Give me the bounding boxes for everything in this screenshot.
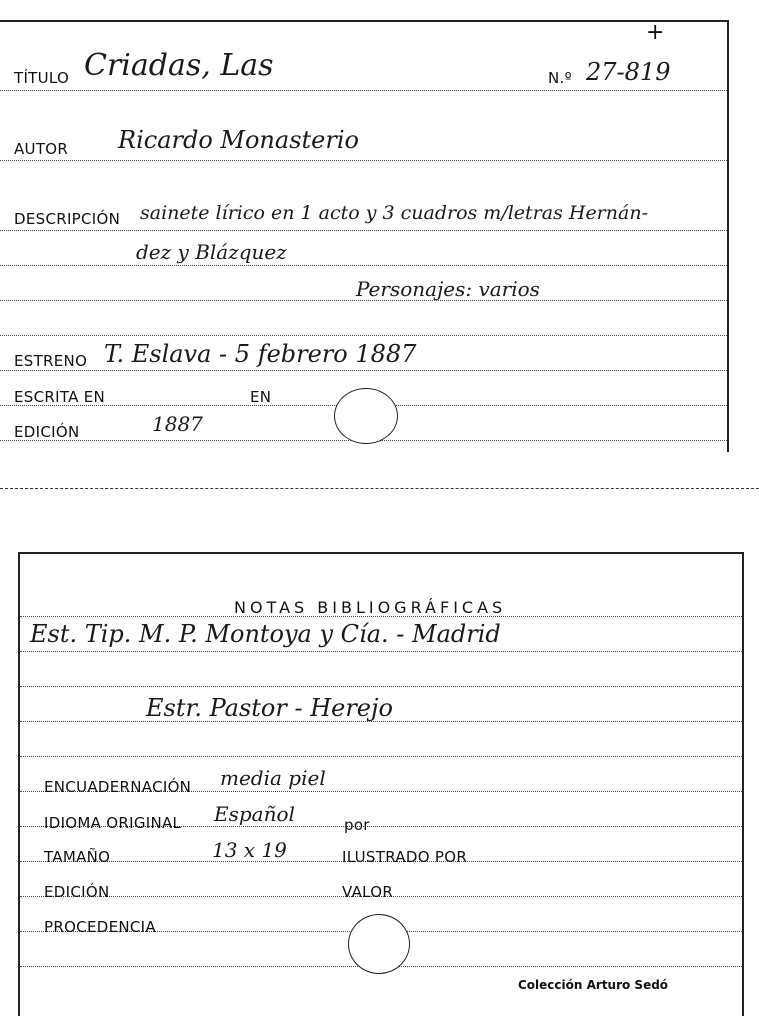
edicion2-label: EDICIÓN (44, 883, 110, 901)
descripcion-label: DESCRIPCIÓN (14, 210, 121, 228)
autor-value: Ricardo Monasterio (118, 126, 359, 154)
rule-line (0, 90, 727, 91)
procedencia-label: PROCEDENCIA (44, 918, 156, 936)
descripcion-value-3: Personajes: varios (356, 277, 540, 301)
ilustrado-label: ILUSTRADO POR (342, 848, 468, 866)
rule-line (0, 265, 727, 266)
estreno-value: T. Eslava - 5 febrero 1887 (104, 340, 417, 368)
numero-mark: + (646, 20, 665, 45)
notes-line-1: Est. Tip. M. P. Montoya y Cía. - Madrid (30, 620, 501, 648)
rule-line (0, 230, 727, 231)
estreno-label: ESTRENO (14, 352, 88, 370)
autor-label: AUTOR (14, 140, 69, 158)
catalog-card-top (0, 20, 729, 452)
escrita-label: ESCRITA EN (14, 388, 106, 406)
titulo-value: Criadas, Las (84, 48, 274, 83)
punch-hole (348, 914, 410, 974)
tamano-value: 13 x 19 (212, 838, 287, 862)
collection-footer: Colección Arturo Sedó (518, 978, 669, 992)
edicion-label: EDICIÓN (14, 423, 80, 441)
encuadernacion-label: ENCUADERNACIÓN (44, 778, 192, 796)
por-label: por (344, 816, 370, 834)
rule-line (20, 686, 742, 687)
encuadernacion-value: media piel (220, 766, 326, 790)
rule-line (0, 370, 727, 371)
rule-line (0, 335, 727, 336)
idioma-label: IDIOMA ORIGINAL (44, 814, 182, 832)
rule-line (0, 160, 727, 161)
notas-heading: NOTAS BIBLIOGRÁFICAS (234, 598, 507, 617)
descripcion-value-1: sainete lírico en 1 acto y 3 cuadros m/letras Hernán- (140, 202, 648, 224)
card-separator (0, 488, 759, 489)
punch-hole (334, 388, 398, 444)
descripcion-value-2: dez y Blázquez (136, 240, 287, 264)
catalog-card-bottom (18, 552, 744, 1016)
numero-value: 27-819 (586, 58, 671, 86)
numero-label: N.º (548, 69, 572, 87)
rule-line (20, 651, 742, 652)
edicion-value: 1887 (152, 412, 203, 436)
rule-line (20, 756, 742, 757)
tamano-label: TAMAÑO (44, 848, 111, 866)
idioma-value: Español (214, 802, 295, 826)
valor-label: VALOR (342, 883, 394, 901)
notes-line-2: Estr. Pastor - Herejo (146, 694, 393, 722)
titulo-label: TÍTULO (14, 69, 70, 87)
en-label: EN (250, 388, 272, 406)
